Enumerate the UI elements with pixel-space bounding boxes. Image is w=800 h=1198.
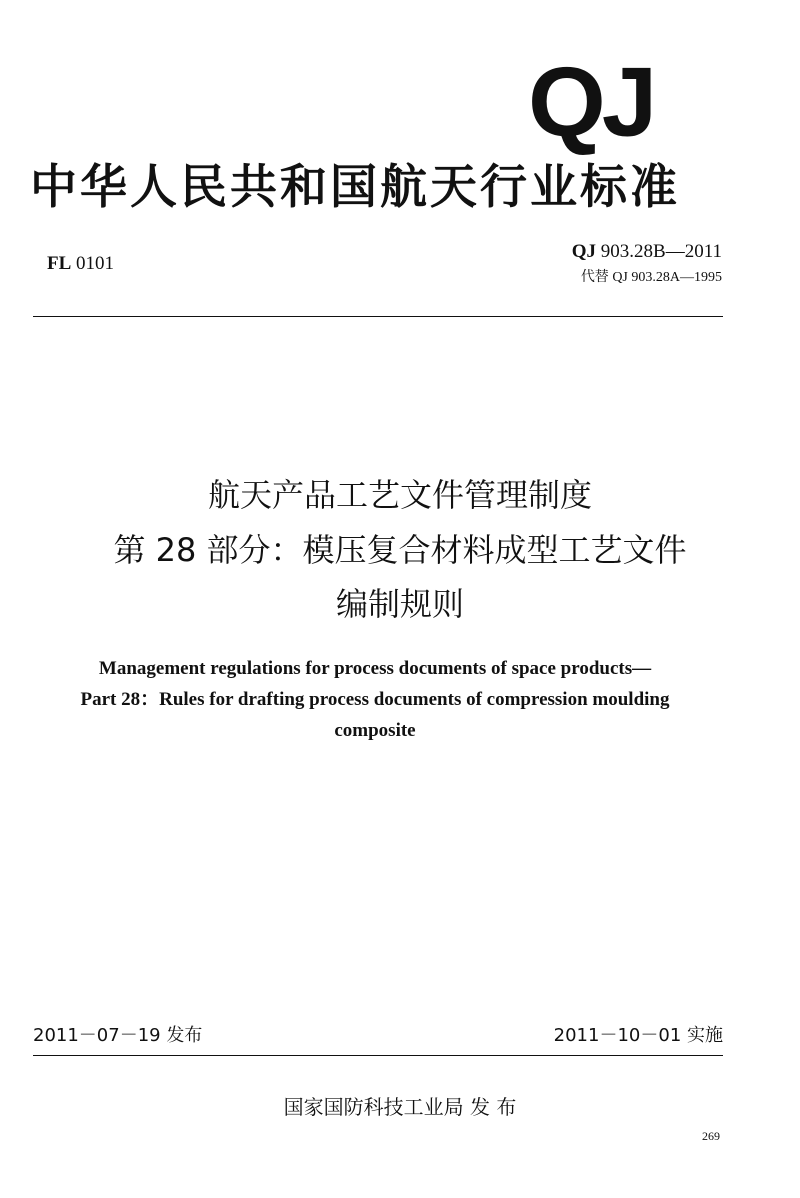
classification-code [47,253,114,275]
page-number: 269 [702,1129,720,1143]
issue-date: 2011－07－19 发布 [33,1025,203,1046]
replaces-line [581,266,722,286]
en-title-line-1: Management regulations for process documents of space products— [98,658,652,679]
en-title-line-3: composite [334,720,416,741]
cn-title-line-1: 航天产品工艺文件管理制度 [207,476,592,514]
organization-title: 中华人民共和国航天行业标准 [30,160,680,215]
standard-code: 903.28B—2011 [600,241,722,262]
footer-divider [33,1055,723,1056]
effective-date: 2011－10－01 实施 [553,1025,723,1046]
replaces-code: 903.28A—1995 [631,270,722,285]
standard-prefix: QJ [571,241,597,262]
en-title-line-2: Part 28：Rules for drafting process documents of compression moulding [80,689,670,710]
header-divider [33,316,723,317]
cn-title-line-3: 编制规则 [335,585,464,623]
replaces-label: 代替 [580,270,609,285]
classification-number: 0101 [76,253,115,274]
standard-number [572,241,722,263]
classification-prefix: FL [47,253,72,274]
publisher: 国家国防科技工业局 发 布 [283,1095,517,1119]
replaces-prefix: QJ [612,270,628,285]
qj-logo: QJ [528,47,654,157]
cn-title-line-2: 第 28 部分：模压复合材料成型工艺文件 [113,531,687,569]
